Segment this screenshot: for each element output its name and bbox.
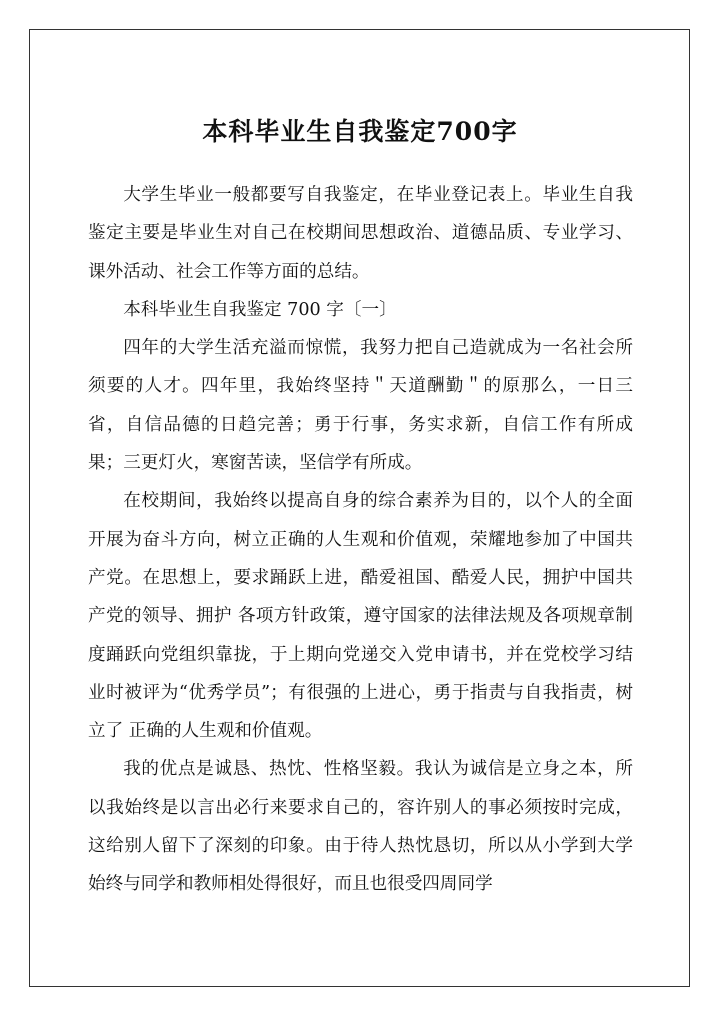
paragraph-intro: 大学生毕业一般都要写自我鉴定，在毕业登记表上。毕业生自我鉴定主要是毕业生对自己在校期间思想政治、道德品质、专业学习、课外活动、社会工作等方面的总结。	[88, 185, 633, 282]
document-title: 本科毕业生自我鉴定700字	[202, 117, 518, 146]
section-heading: 本科毕业生自我鉴定 700 字〔一〕	[123, 299, 397, 320]
paragraph: 我的优点是诚恳、热忱、性格坚毅。我认为诚信是立身之本，所以我始终是以言出必行来要求自己的，容许别人的事必须按时完成，这给别人留下了深刻的印象。由于待人热忱恳切，所以从小学到大学始终与同学和教师相处得很好，而且也很受四周同学	[88, 759, 633, 895]
paragraph: 四年的大学生活充溢而惊慌，我努力把自己造就成为一名社会所须要的人才。四年里，我始终坚持＂天道酬勤＂的原那么，一日三省，自信品德的日趋完善；勇于行事，务实求新，自信工作有所成果；三更灯火，寒窗苦读，坚信学有所成。	[88, 338, 633, 474]
paragraph: 在校期间，我始终以提高自身的综合素养为目的，以个人的全面开展为奋斗方向，树立正确的人生观和价值观，荣耀地参加了中国共产党。在思想上，要求踊跃上进，酷爱祖国、酷爱人民，拥护中国共产党的领导、拥护 各项方针政策，遵守国家的法律法规及各项规章制度踊跃向党组织靠拢，于上期向党递交入党申请书，并在党校学习结业时被评为“优秀学员”；有很强的上进心，勇于指责与自我指责，树立了 正确的人生观和价值观。	[88, 491, 633, 742]
document-body	[88, 176, 633, 904]
